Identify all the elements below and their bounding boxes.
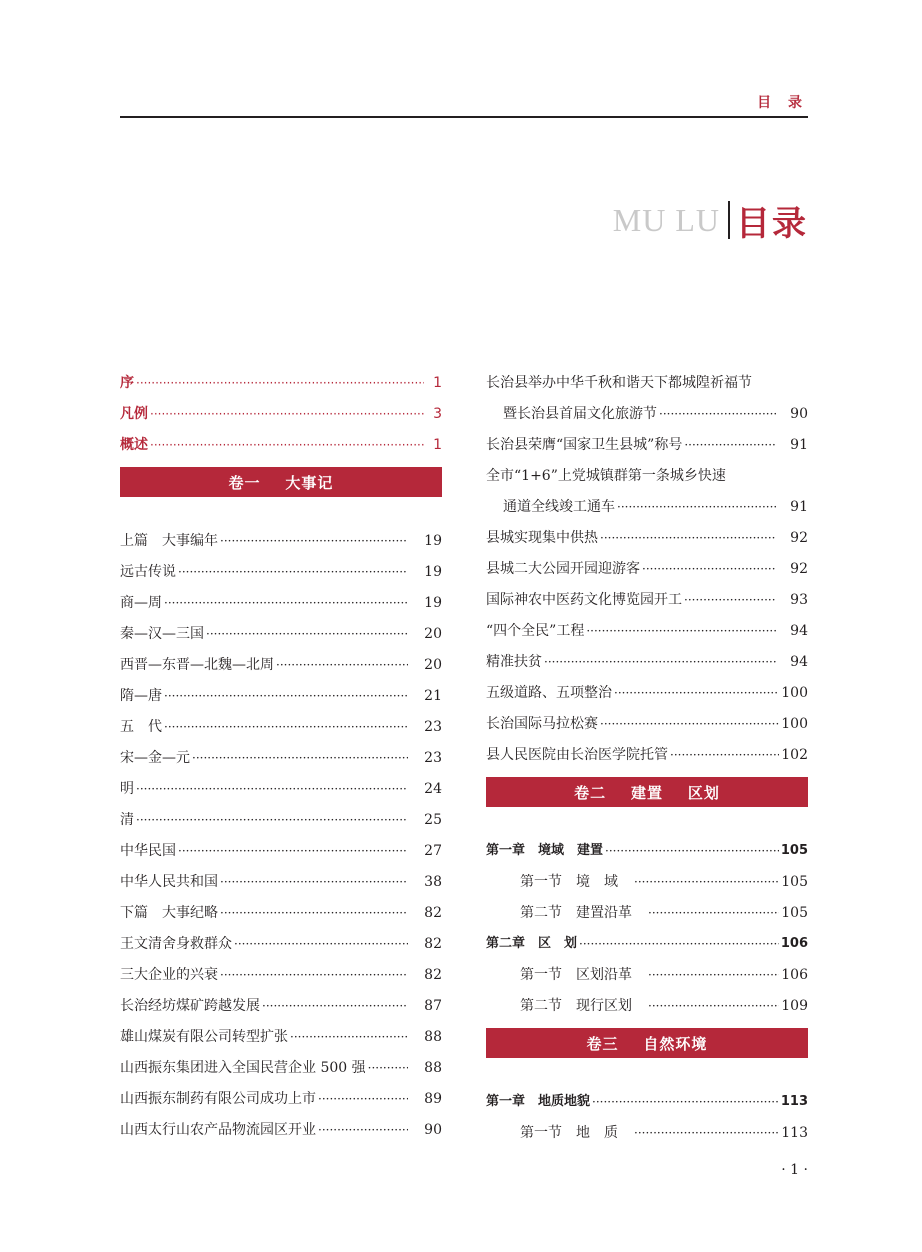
title-divider bbox=[728, 201, 730, 239]
volume-1-entries-cont bbox=[486, 361, 808, 764]
toc-entry[interactable]: 县城实现集中供热 ····· 92 bbox=[486, 516, 808, 547]
toc-entry[interactable]: 国际神农中医药文化博览园开工 ····· 93 bbox=[486, 578, 808, 609]
toc-chapter[interactable]: 第二章 区 划 ····· 106 bbox=[486, 922, 808, 953]
toc-entry[interactable]: 长治国际马拉松赛 ····· 100 bbox=[486, 702, 808, 733]
page-number: · 1 · bbox=[781, 1162, 808, 1178]
toc-entry[interactable]: 明 ····· 24 bbox=[120, 767, 442, 798]
toc-entry[interactable]: 秦—汉—三国 ····· 20 bbox=[120, 612, 442, 643]
toc-entry[interactable]: 远古传说 ····· 19 bbox=[120, 550, 442, 581]
toc-entry[interactable]: 宋—金—元 ····· 23 bbox=[120, 736, 442, 767]
toc-entry[interactable]: 长治县荣膺“国家卫生县城”称号 ····· 91 bbox=[486, 423, 808, 454]
page-title bbox=[613, 198, 808, 242]
toc-section[interactable]: 第一节 区划沿革 ····· 106 bbox=[486, 953, 808, 984]
toc-entry[interactable]: 县城二大公园开园迎游客 ····· 92 bbox=[486, 547, 808, 578]
toc-entry[interactable]: 中华民国 ····· 27 bbox=[120, 829, 442, 860]
page-title-pinyin: MU LU bbox=[612, 201, 720, 238]
toc-entry[interactable]: “四个全民”工程 ····· 94 bbox=[486, 609, 808, 640]
toc-entry[interactable]: 雄山煤炭有限公司转型扩张 ····· 88 bbox=[120, 1015, 442, 1046]
toc-section[interactable]: 第二节 建置沿革 ····· 105 bbox=[486, 891, 808, 922]
volume-1-heading[interactable]: 卷一 大事记 bbox=[120, 467, 442, 497]
toc-entry[interactable]: 中华人民共和国 ····· 38 bbox=[120, 860, 442, 891]
page-title-chinese: 目录 bbox=[736, 203, 808, 244]
toc-entry[interactable]: 山西振东集团进入全国民营企业 500 强 ····· 88 bbox=[120, 1046, 442, 1077]
toc-chapter[interactable]: 第一章 地质地貌 ····· 113 bbox=[486, 1080, 808, 1111]
volume-1-entries bbox=[120, 519, 442, 1139]
toc-entry[interactable]: 县人民医院由长治医学院托管 ····· 102 bbox=[486, 733, 808, 764]
toc-front-notes[interactable]: 凡例 ····· 3 bbox=[120, 392, 442, 423]
toc-front-overview[interactable]: 概述 ····· 1 bbox=[120, 423, 442, 454]
toc-chapter[interactable]: 第一章 境域 建置 ····· 105 bbox=[486, 829, 808, 860]
toc-entry[interactable]: 山西太行山农产品物流园区开业 ····· 90 bbox=[120, 1108, 442, 1139]
toc-entry[interactable]: 西晋—东晋—北魏—北周 ····· 20 bbox=[120, 643, 442, 674]
toc-entry-line1[interactable]: 全市“1+6”上党城镇群第一条城乡快速 bbox=[486, 468, 726, 484]
toc-entry[interactable]: 五 代 ····· 23 bbox=[120, 705, 442, 736]
toc-entry[interactable]: 王文清舍身救群众 ····· 82 bbox=[120, 922, 442, 953]
volume-3-heading[interactable]: 卷三 自然环境 bbox=[486, 1028, 808, 1058]
toc-entry[interactable]: 三大企业的兴衰 ····· 82 bbox=[120, 953, 442, 984]
toc-right-column bbox=[486, 361, 808, 1142]
toc-entry[interactable]: 下篇 大事纪略 ····· 82 bbox=[120, 891, 442, 922]
toc-entry[interactable]: 清 ····· 25 bbox=[120, 798, 442, 829]
toc-entry[interactable]: 精准扶贫 ····· 94 bbox=[486, 640, 808, 671]
toc-entry[interactable]: 通道全线竣工通车 ····· 91 bbox=[486, 485, 808, 516]
toc-entry[interactable]: 山西振东制药有限公司成功上市 ····· 89 bbox=[120, 1077, 442, 1108]
header-rule bbox=[120, 116, 808, 118]
toc-front-preface[interactable]: 序 ····· 1 bbox=[120, 361, 442, 392]
toc-entry[interactable]: 暨长治县首届文化旅游节 ····· 90 bbox=[486, 392, 808, 423]
toc-entry[interactable]: 上篇 大事编年 ····· 19 bbox=[120, 519, 442, 550]
toc-entry-line1[interactable]: 长治县举办中华千秋和谐天下都城隍祈福节 bbox=[486, 375, 752, 391]
toc-entry[interactable]: 隋—唐 ····· 21 bbox=[120, 674, 442, 705]
toc-left-column bbox=[120, 361, 442, 1139]
toc-entry[interactable]: 长治经坊煤矿跨越发展 ····· 87 bbox=[120, 984, 442, 1015]
toc-entry[interactable]: 五级道路、五项整治 ····· 100 bbox=[486, 671, 808, 702]
running-header: 目 录 bbox=[757, 95, 808, 111]
toc-section[interactable]: 第二节 现行区划 ····· 109 bbox=[486, 984, 808, 1015]
volume-2-heading[interactable]: 卷二 建置 区划 bbox=[486, 777, 808, 807]
toc-entry[interactable]: 商—周 ····· 19 bbox=[120, 581, 442, 612]
toc-section[interactable]: 第一节 境 域 ····· 105 bbox=[486, 860, 808, 891]
toc-section[interactable]: 第一节 地 质 ····· 113 bbox=[486, 1111, 808, 1142]
